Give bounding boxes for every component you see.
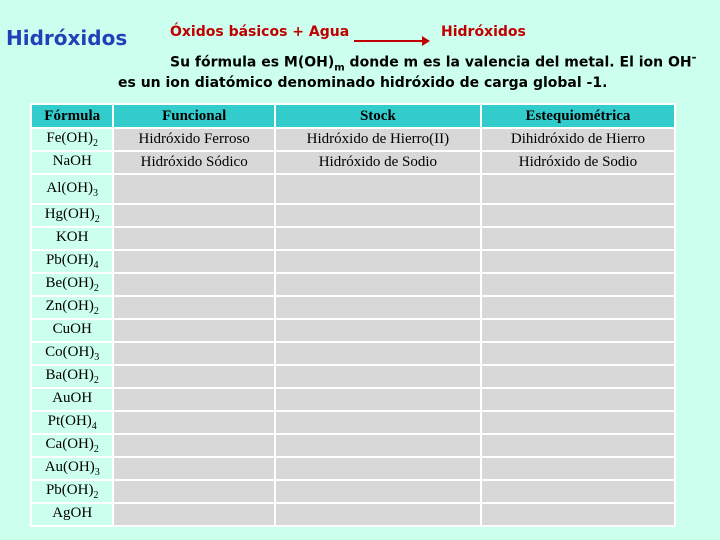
cell-stock [275,411,481,434]
table-row [31,319,675,342]
cell-formula [31,128,113,151]
cell-esteq [481,480,675,503]
cell-funcional [113,204,274,227]
cell-funcional [113,411,274,434]
cell-formula [31,319,113,342]
formula-base: Al(OH) [46,179,94,196]
cell-formula [31,503,113,526]
cell-esteq [481,388,675,411]
table-row [31,250,675,273]
table-row [31,273,675,296]
cell-stock [275,296,481,319]
cell-esteq [481,503,675,526]
cell-esteq: Dihidróxido de Hierro [481,128,675,151]
table-row [31,411,675,434]
cell-funcional [113,365,274,388]
cell-stock [275,388,481,411]
cell-funcional [113,480,274,503]
cell-formula [31,434,113,457]
cell-esteq [481,365,675,388]
cell-funcional [113,434,274,457]
cell-stock [275,434,481,457]
formula-base: Hg(OH) [44,206,95,222]
cell-formula [31,151,113,174]
formula-subscript: 2 [94,214,100,225]
cell-funcional: Hidróxido Sódico [113,151,274,174]
table-row [31,503,675,526]
cell-funcional [113,250,274,273]
formula-base: AgOH [52,505,93,521]
cell-funcional [113,342,274,365]
header-formula: Fórmula [31,104,113,128]
cell-formula [31,204,113,227]
description-line-1 [170,50,696,73]
formula-base: Pt(OH) [47,413,92,429]
formula-base: Ba(OH) [45,367,94,383]
formula-base: Zn(OH) [45,298,94,314]
table-body [31,128,675,526]
cell-funcional [113,174,274,204]
cell-esteq [481,250,675,273]
cell-esteq [481,174,675,204]
formula-subscript: 4 [91,421,97,432]
formula-subscript: 2 [93,375,99,386]
header-esteq: Estequiométrica [481,104,675,128]
cell-esteq [481,204,675,227]
cell-formula [31,227,113,250]
table-row [31,204,675,227]
cell-esteq [481,319,675,342]
cell-formula [31,273,113,296]
cell-stock [275,174,481,204]
cell-formula [31,174,113,204]
page-title: Hidróxidos [6,26,128,50]
cell-stock [275,457,481,480]
cell-funcional [113,457,274,480]
cell-stock: Hidróxido de Hierro(II) [275,128,481,151]
description-part-2: donde m es la valencia del metal. El ion OH [344,54,692,71]
cell-esteq [481,411,675,434]
cell-formula [31,388,113,411]
cell-funcional [113,273,274,296]
formula-base: NaOH [52,153,92,169]
formula-base: Pb(OH) [45,482,94,498]
cell-formula [31,342,113,365]
cell-esteq [481,227,675,250]
reaction-arrow-icon [354,40,428,42]
table-row [31,128,675,151]
cell-stock [275,503,481,526]
formula-subscript: 2 [93,444,99,455]
cell-funcional [113,319,274,342]
equation-reactants: Óxidos básicos + Agua [170,24,350,40]
cell-formula [31,365,113,388]
table-row [31,434,675,457]
cell-esteq: Hidróxido de Sodio [481,151,675,174]
cell-formula [31,296,113,319]
cell-formula [31,250,113,273]
table-row [31,480,675,503]
cell-stock: Hidróxido de Sodio [275,151,481,174]
description-superscript: - [691,50,697,64]
cell-stock [275,480,481,503]
formula-subscript: 2 [93,490,99,501]
description-part-1: Su fórmula es M(OH) [170,54,335,71]
table-row [31,342,675,365]
formula-subscript: 2 [93,283,99,294]
formula-subscript: 3 [93,187,99,199]
cell-funcional: Hidróxido Ferroso [113,128,274,151]
formula-base: Pb(OH) [45,252,94,268]
cell-esteq [481,296,675,319]
formula-subscript: 3 [94,467,100,478]
formula-base: KOH [55,229,89,245]
header-funcional: Funcional [113,104,274,128]
formula-base: Au(OH) [44,459,95,475]
header-stock: Stock [275,104,481,128]
cell-formula [31,480,113,503]
cell-formula [31,457,113,480]
equation-product: Hidróxidos [441,24,526,40]
formula-subscript: 2 [93,306,99,317]
hydroxide-table [30,103,676,527]
table-row [31,457,675,480]
cell-formula [31,411,113,434]
cell-esteq [481,457,675,480]
formula-base: CuOH [52,321,92,337]
table-header-row [31,104,675,128]
formula-base: Be(OH) [45,275,94,291]
table-row [31,388,675,411]
formula-subscript: 2 [93,138,99,149]
cell-funcional [113,388,274,411]
formula-base: AuOH [52,390,93,406]
cell-funcional [113,503,274,526]
cell-stock [275,204,481,227]
cell-stock [275,250,481,273]
cell-esteq [481,434,675,457]
table-row [31,151,675,174]
cell-esteq [481,273,675,296]
formula-base: Co(OH) [45,344,95,360]
cell-esteq [481,342,675,365]
description-line-2: es un ion diatómico denominado hidróxido de carga global -1. [118,75,608,91]
formula-base: Ca(OH) [45,436,94,452]
cell-stock [275,365,481,388]
cell-stock [275,227,481,250]
cell-funcional [113,296,274,319]
table-row [31,227,675,250]
table-row [31,365,675,388]
formula-base: Fe(OH) [46,130,94,146]
table-row [31,296,675,319]
cell-stock [275,319,481,342]
table-row [31,174,675,204]
cell-stock [275,273,481,296]
formula-subscript: 4 [93,260,99,271]
cell-funcional [113,227,274,250]
cell-stock [275,342,481,365]
description-subscript: m [334,62,345,74]
formula-subscript: 3 [94,352,100,363]
